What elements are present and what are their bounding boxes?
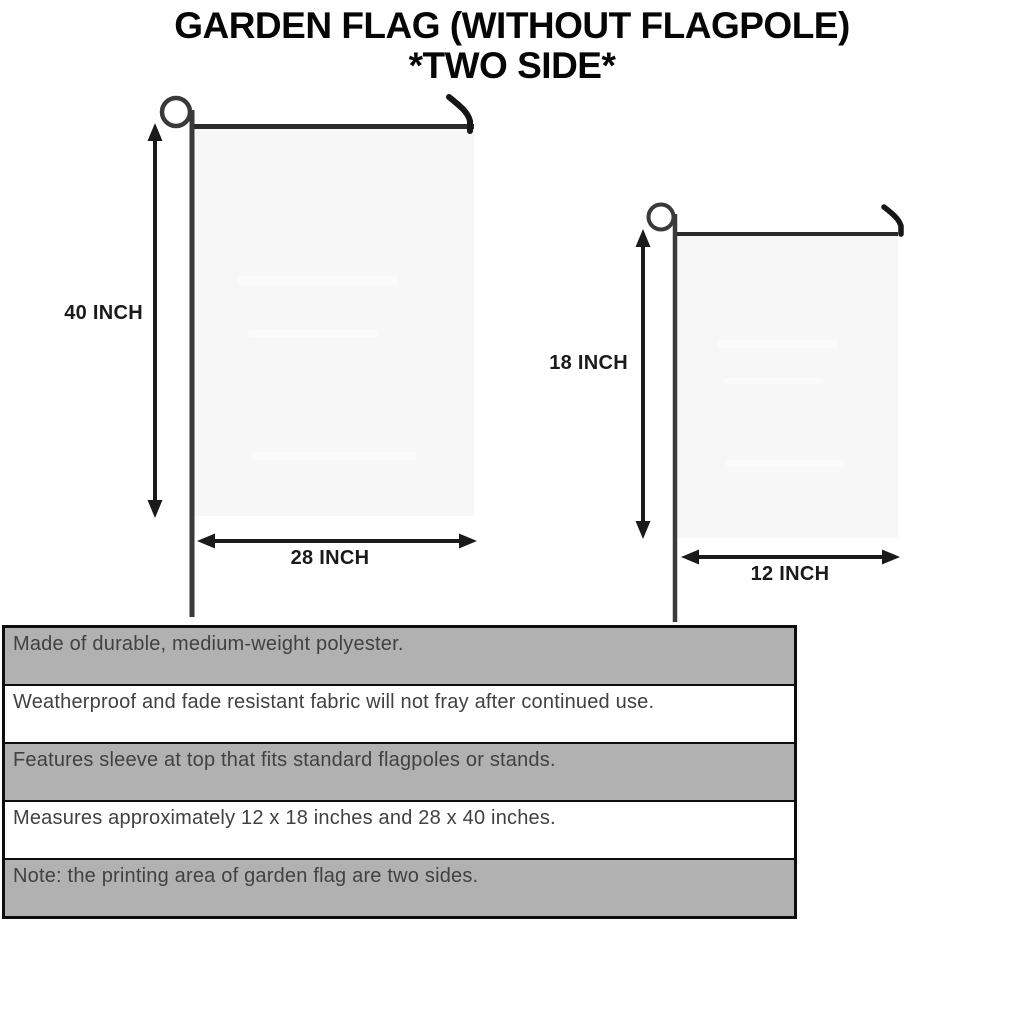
- small-flag-diagram: [636, 205, 902, 623]
- table-row: [5, 742, 794, 800]
- small-flag-height-arrow: [636, 229, 651, 539]
- faint-streak: [718, 340, 838, 348]
- feature-text: Features sleeve at top that fits standard flagpoles or stands.: [13, 749, 556, 771]
- table-row: [5, 800, 794, 858]
- small-flag-clip-hook: [884, 207, 901, 234]
- large-flag-width-label: 28 INCH: [290, 547, 370, 569]
- faint-streak: [238, 276, 398, 285]
- feature-text: Made of durable, medium-weight polyester.: [13, 633, 404, 655]
- table-row: [5, 628, 794, 684]
- faint-streak: [252, 452, 417, 460]
- page-title-line2: *TWO SIDE*: [408, 45, 616, 86]
- table-row: [5, 684, 794, 742]
- features-table: [2, 625, 797, 919]
- small-pole-hanger-loop: [649, 205, 674, 230]
- feature-text: Weatherproof and fade resistant fabric will not fray after continued use.: [13, 691, 655, 713]
- large-flag-diagram: [148, 97, 478, 617]
- small-flag-height-label: 18 INCH: [549, 352, 628, 374]
- large-flag-sleeve-line: [193, 124, 474, 129]
- faint-streak: [248, 330, 378, 337]
- small-flag-sleeve-line: [677, 232, 898, 236]
- large-pole-hanger-loop: [162, 98, 190, 126]
- table-row: [5, 858, 794, 916]
- feature-text: Measures approximately 12 x 18 inches and 28 x 40 inches.: [13, 807, 556, 829]
- large-flag-height-arrow: [148, 123, 163, 518]
- small-flag-canvas: [677, 232, 898, 538]
- small-flag-width-label: 12 INCH: [750, 563, 830, 585]
- page-title-line1: GARDEN FLAG (WITHOUT FLAGPOLE): [174, 5, 850, 46]
- faint-streak: [726, 460, 844, 467]
- faint-streak: [724, 378, 824, 384]
- feature-text: Note: the printing area of garden flag are two sides.: [13, 865, 479, 887]
- large-flag-height-label: 40 INCH: [64, 302, 143, 324]
